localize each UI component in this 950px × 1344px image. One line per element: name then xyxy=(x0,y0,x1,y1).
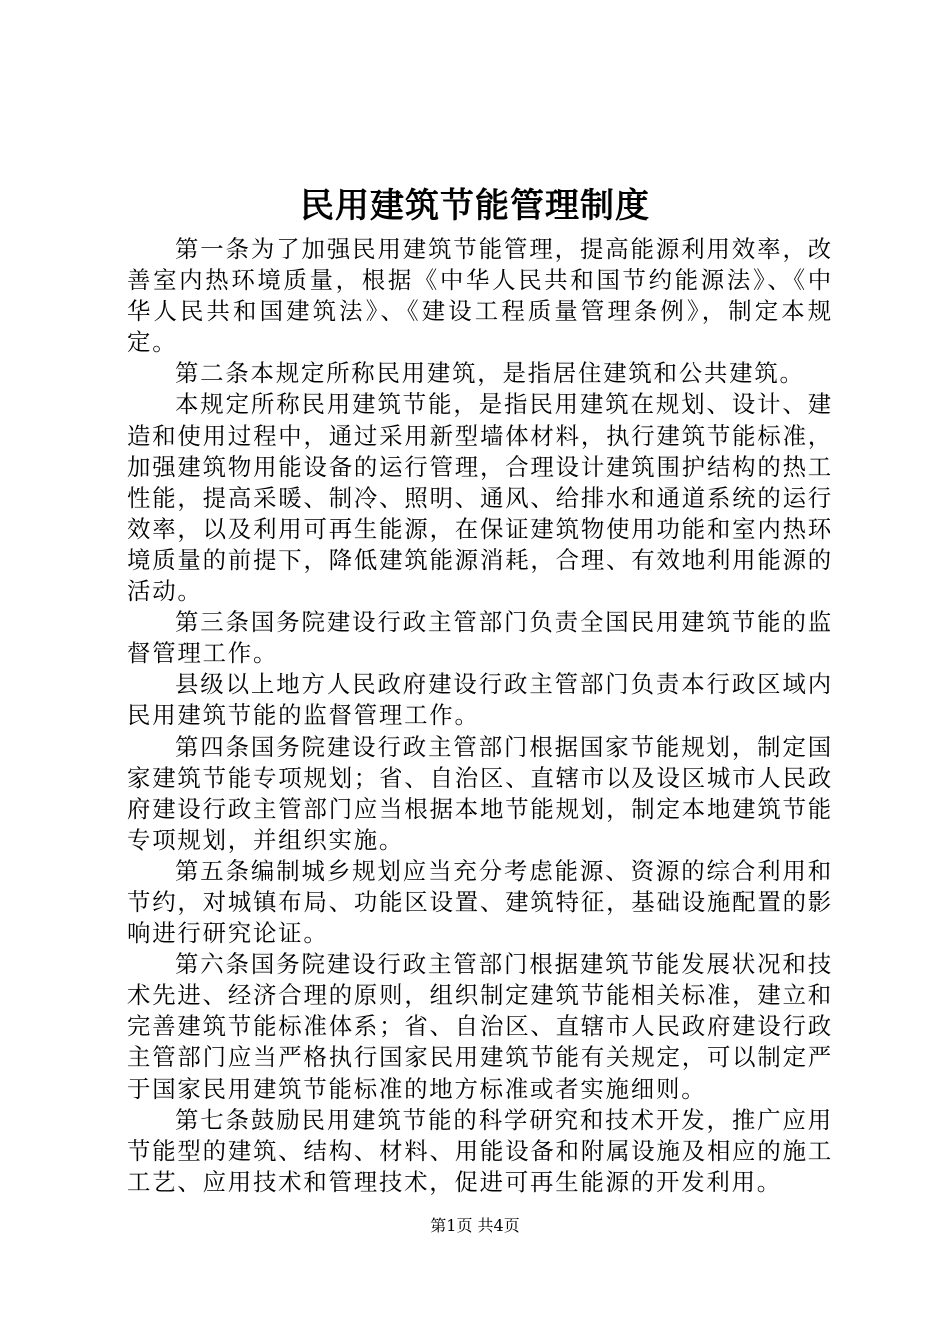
article-5-paragraph: 第五条编制城乡规划应当充分考虑能源、资源的综合利用和节约，对城镇布局、功能区设置、建筑特征，基础设施配置的影响进行研究论证。 xyxy=(127,856,833,948)
article-2-definition-paragraph: 本规定所称民用建筑节能，是指民用建筑在规划、设计、建造和使用过程中，通过采用新型墙体材料，执行建筑节能标准，加强建筑物用能设备的运行管理，合理设计建筑围护结构的热工性能，提高采暖、制冷、照明、通风、给排水和通道系统的运行效率，以及利用可再生能源，在保证建筑物使用功能和室内热环境质量的前提下，降低建筑能源消耗，合理、有效地利用能源的活动。 xyxy=(127,390,833,606)
article-4-paragraph: 第四条国务院建设行政主管部门根据国家节能规划，制定国家建筑节能专项规划；省、自治区、直辖市以及设区城市人民政府建设行政主管部门应当根据本地节能规划，制定本地建筑节能专项规划，并组织实施。 xyxy=(127,732,833,854)
document-title: 民用建筑节能管理制度 xyxy=(300,186,650,226)
article-1-paragraph: 第一条为了加强民用建筑节能管理，提高能源利用效率，改善室内热环境质量，根据《中华人民共和国节约能源法》、《中华人民共和国建筑法》、《建设工程质量管理条例》，制定本规定。 xyxy=(127,235,833,357)
article-3-paragraph: 第三条国务院建设行政主管部门负责全国民用建筑节能的监督管理工作。 xyxy=(127,608,833,668)
article-3-local-paragraph: 县级以上地方人民政府建设行政主管部门负责本行政区域内民用建筑节能的监督管理工作。 xyxy=(127,670,833,730)
document-body xyxy=(127,234,833,1198)
article-2-paragraph: 第二条本规定所称民用建筑，是指居住建筑和公共建筑。 xyxy=(174,359,805,388)
article-7-paragraph: 第七条鼓励民用建筑节能的科学研究和技术开发，推广应用节能型的建筑、结构、材料、用能设备和附属设施及相应的施工工艺、应用技术和管理技术，促进可再生能源的开发利用。 xyxy=(127,1105,833,1196)
article-6-paragraph: 第六条国务院建设行政主管部门根据建筑节能发展状况和技术先进、经济合理的原则，组织制定建筑节能相关标准，建立和完善建筑节能标准体系；省、自治区、直辖市人民政府建设行政主管部门应当严格执行国家民用建筑节能有关规定，可以制定严于国家民用建筑节能标准的地方标准或者实施细则。 xyxy=(127,950,833,1103)
page-number-footer: 第1页 共4页 xyxy=(430,1216,520,1235)
